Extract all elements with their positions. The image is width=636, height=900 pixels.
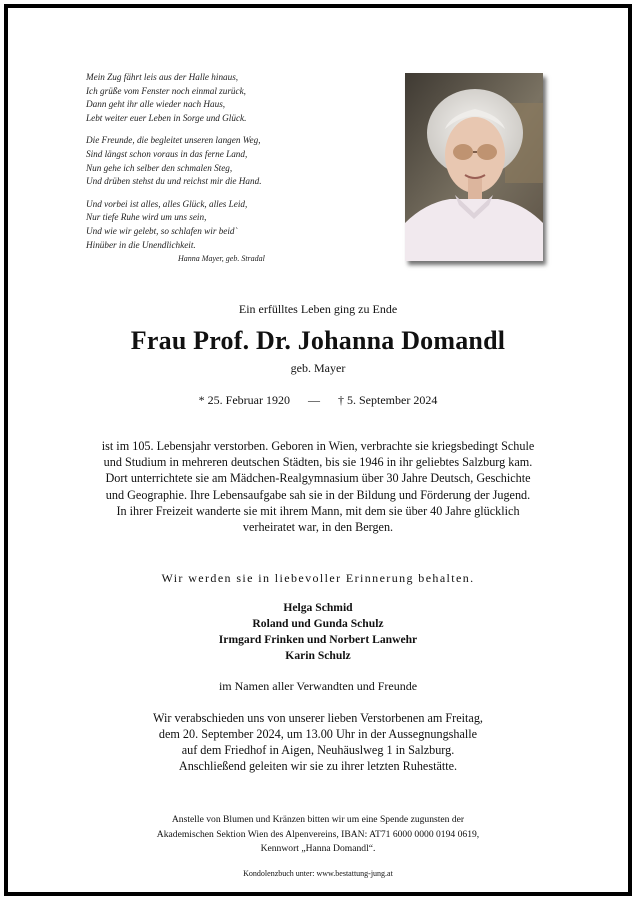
biography-line: und Studium in mehreren deutschen Städten, bis sie 1946 in ihr geliebtes Salzburg kam. — [103, 455, 533, 470]
deceased-name: Frau Prof. Dr. Johanna Domandl — [130, 326, 506, 355]
donation-line: Akademischen Sektion Wien des Alpenvereins, IBAN: AT71 6000 0000 0194 0619, — [156, 828, 480, 840]
poem-stanza-3 — [86, 198, 316, 252]
funeral-line: auf dem Friedhof in Aigen, Neuhäuslweg 1 in Salzburg. — [181, 743, 455, 757]
date-separator: — — [308, 393, 320, 407]
birth-name: geb. Mayer — [290, 361, 346, 375]
mourners-list — [0, 600, 636, 664]
birth-date: * 25. Februar 1920 — [198, 393, 290, 407]
biography-line: ist im 105. Lebensjahr verstorben. Geboren in Wien, verbrachte sie kriegsbedingt Schule — [101, 439, 535, 453]
biography-line: Dort unterrichtete sie am Mädchen-Realgymnasium über 30 Jahre Deutsch, Geschichte — [105, 471, 531, 486]
poem-line: Dann geht ihr alle wieder nach Haus, — [86, 99, 226, 110]
portrait-photo — [405, 73, 543, 261]
poem-line: Mein Zug fährt leis aus der Halle hinaus, — [86, 72, 239, 82]
poem — [86, 71, 316, 261]
poem-line: Ich grüße vom Fenster noch einmal zurück, — [86, 85, 246, 96]
biography-line: verheiratet war, in den Bergen. — [242, 520, 394, 535]
donation-note — [0, 813, 636, 857]
biography-line: und Geographie. Ihre Lebensaufgabe sah sie in der Bildung und Förderung der Jugend. — [105, 487, 531, 502]
donation-line: Kennwort „Hanna Domandl“. — [260, 843, 376, 854]
poem-line: Nur tiefe Ruhe wird um uns sein, — [86, 212, 207, 223]
life-dates — [0, 393, 636, 408]
poem-author: Hanna Mayer, geb. Stradal — [178, 254, 265, 263]
poem-line: Und drüben stehst du und reichst mir die Hand. — [86, 176, 262, 187]
mourner-name: Roland und Gunda Schulz — [252, 617, 384, 630]
poem-line: Hinüber in die Unendlichkeit. — [86, 239, 196, 250]
poem-line: Die Freunde, die begleitet unseren langen Weg, — [86, 135, 261, 146]
poem-line: Sind längst schon voraus in das ferne Land, — [86, 148, 248, 159]
funeral-line: Wir verabschieden uns von unserer lieben Verstorbenen am Freitag, — [153, 711, 483, 725]
condolence-link[interactable]: Kondolenzbuch unter: www.bestattung-jung.at — [243, 869, 393, 878]
relatives-line: im Namen aller Verwandten und Freunde — [218, 679, 418, 693]
funeral-line: dem 20. September 2024, um 13.00 Uhr in der Aussegnungshalle — [158, 727, 478, 741]
poem-stanza-1 — [86, 71, 316, 125]
biography-line: In ihrer Freizeit wanderte sie mit ihrem Mann, mit dem sie über 40 Jahre glücklich — [116, 503, 520, 518]
poem-line: Lebt weiter euer Leben in Sorge und Glück. — [86, 112, 247, 123]
poem-stanza-2 — [86, 134, 316, 188]
biography — [0, 438, 636, 535]
mourner-name: Irmgard Frinken und Norbert Lanwehr — [218, 633, 418, 646]
poem-line: Nun gehe ich selber den schmalen Steg, — [86, 162, 233, 173]
mourner-name: Helga Schmid — [283, 601, 353, 614]
memory-line: Wir werden sie in liebevoller Erinnerung behalten. — [161, 571, 475, 585]
funeral-line: Anschließend geleiten wir sie zu ihrer letzten Ruhestätte. — [178, 759, 458, 773]
funeral-info — [0, 710, 636, 774]
donation-line: Anstelle von Blumen und Kränzen bitten wir um eine Spende zugunsten der — [171, 814, 465, 825]
mourner-name: Karin Schulz — [285, 649, 351, 662]
intro-line: Ein erfülltes Leben ging zu Ende — [238, 302, 398, 316]
poem-line: Und wie wir gelebt, so schlafen wir beid` — [86, 225, 238, 236]
death-date: † 5. September 2024 — [338, 393, 438, 407]
poem-line: Und vorbei ist alles, alles Glück, alles Leid, — [86, 198, 248, 209]
